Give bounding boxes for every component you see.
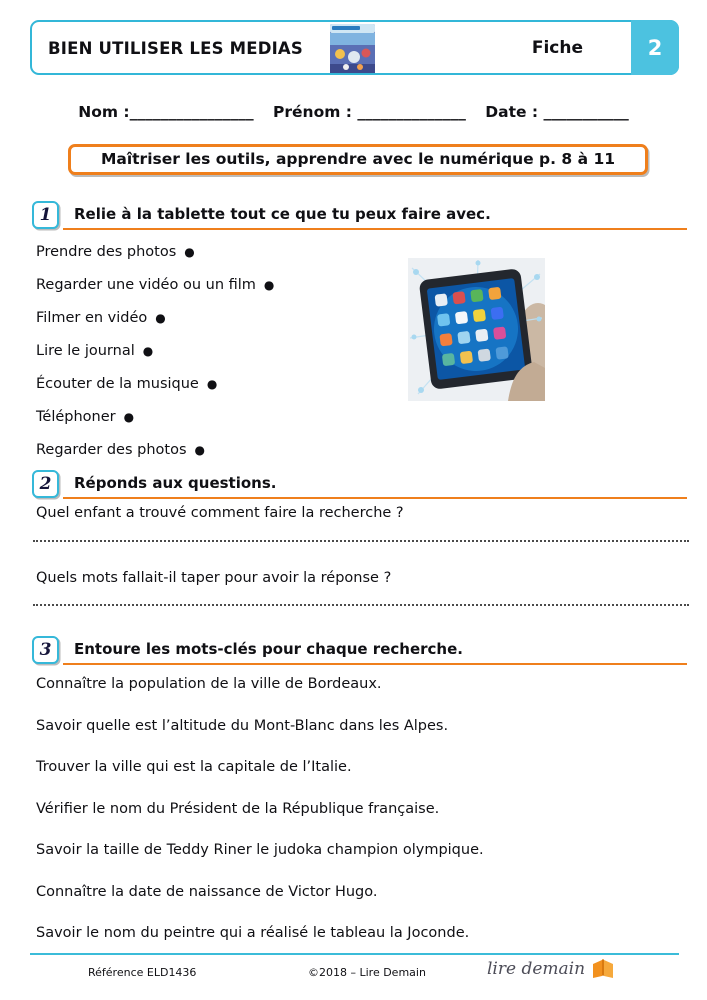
sentence-item: Savoir la taille de Teddy Riner le judoka champion olympique.	[36, 842, 484, 858]
prenom-field-label: Prénom : ______________	[273, 103, 466, 121]
sentence-item: Connaître la population de la ville de Bordeaux.	[36, 676, 382, 692]
item-label: Prendre des photos	[36, 243, 177, 260]
exercise2-number-badge: 2	[32, 470, 59, 498]
item-label: Écouter de la musique	[36, 375, 199, 392]
connector-dot: ●	[263, 277, 275, 292]
book-cover-image	[330, 24, 375, 73]
fiche-label: Fiche	[531, 38, 583, 58]
exercise1-header	[32, 201, 687, 230]
footer-divider	[30, 953, 679, 955]
list-item	[36, 301, 274, 334]
footer-copyright: ©2018 – Lire Demain	[308, 966, 426, 979]
connector-dot: ●	[194, 442, 205, 457]
answer-line	[33, 528, 689, 542]
item-label: Regarder des photos	[36, 441, 187, 458]
exercise2-header	[32, 470, 687, 499]
question-text: Quel enfant a trouvé comment faire la recherche ?	[36, 505, 404, 521]
header	[30, 20, 679, 75]
answer-line	[33, 592, 689, 606]
exercise3-header	[32, 636, 687, 665]
item-label: Téléphoner	[36, 408, 116, 425]
sentence-item: Trouver la ville qui est la capitale de l’Italie.	[36, 759, 352, 775]
publisher-logo-text: lire demain	[487, 959, 586, 979]
exercise3-sentences	[36, 676, 484, 967]
exercise3-title: Entoure les mots-clés pour chaque recherche.	[63, 636, 687, 665]
list-item	[36, 400, 274, 433]
exercise1-items	[36, 235, 274, 466]
lesson-banner: Maîtriser les outils, apprendre avec le numérique p. 8 à 11	[68, 144, 648, 175]
publisher-logo-icon	[591, 958, 615, 980]
publisher-logo	[487, 958, 615, 980]
item-label: Lire le journal	[36, 342, 135, 359]
connector-dot: ●	[123, 409, 135, 424]
list-item	[36, 367, 274, 400]
sentence-item: Connaître la date de naissance de Victor Hugo.	[36, 883, 378, 900]
exercise1-number-badge: 1	[32, 201, 59, 229]
footer-reference: Référence ELD1436	[88, 966, 197, 979]
item-label: Regarder une vidéo ou un film	[36, 276, 256, 293]
sentence-item: Vérifier le nom du Président de la République française.	[36, 800, 440, 817]
item-label: Filmer en vidéo	[36, 309, 148, 326]
connector-dot: ●	[206, 376, 218, 391]
book-cover-graphic	[330, 24, 375, 73]
fiche-number-badge: 2	[631, 20, 679, 75]
exercise1-title: Relie à la tablette tout ce que tu peux faire avec.	[63, 201, 687, 230]
list-item	[36, 268, 274, 301]
sentence-item: Savoir quelle est l’altitude du Mont-Blanc dans les Alpes.	[36, 717, 449, 734]
nom-field-label: Nom :________________	[78, 103, 254, 121]
date-field-label: Date : ___________	[485, 103, 629, 121]
list-item	[36, 433, 274, 466]
list-item	[36, 334, 274, 367]
sentence-item: Savoir le nom du peintre qui a réalisé le tableau la Joconde.	[36, 925, 470, 941]
tablet-graphic	[408, 258, 545, 401]
connector-dot: ●	[184, 244, 195, 259]
identity-line	[0, 103, 707, 121]
connector-dot: ●	[142, 343, 154, 358]
question-text: Quels mots fallait-il taper pour avoir la réponse ?	[36, 570, 392, 586]
page-title: BIEN UTILISER LES MEDIAS	[48, 39, 303, 58]
exercise3-number-badge: 3	[32, 636, 59, 664]
tablet-image	[408, 258, 545, 401]
connector-dot: ●	[155, 310, 166, 325]
list-item	[36, 235, 274, 268]
exercise2-title: Réponds aux questions.	[63, 470, 687, 499]
